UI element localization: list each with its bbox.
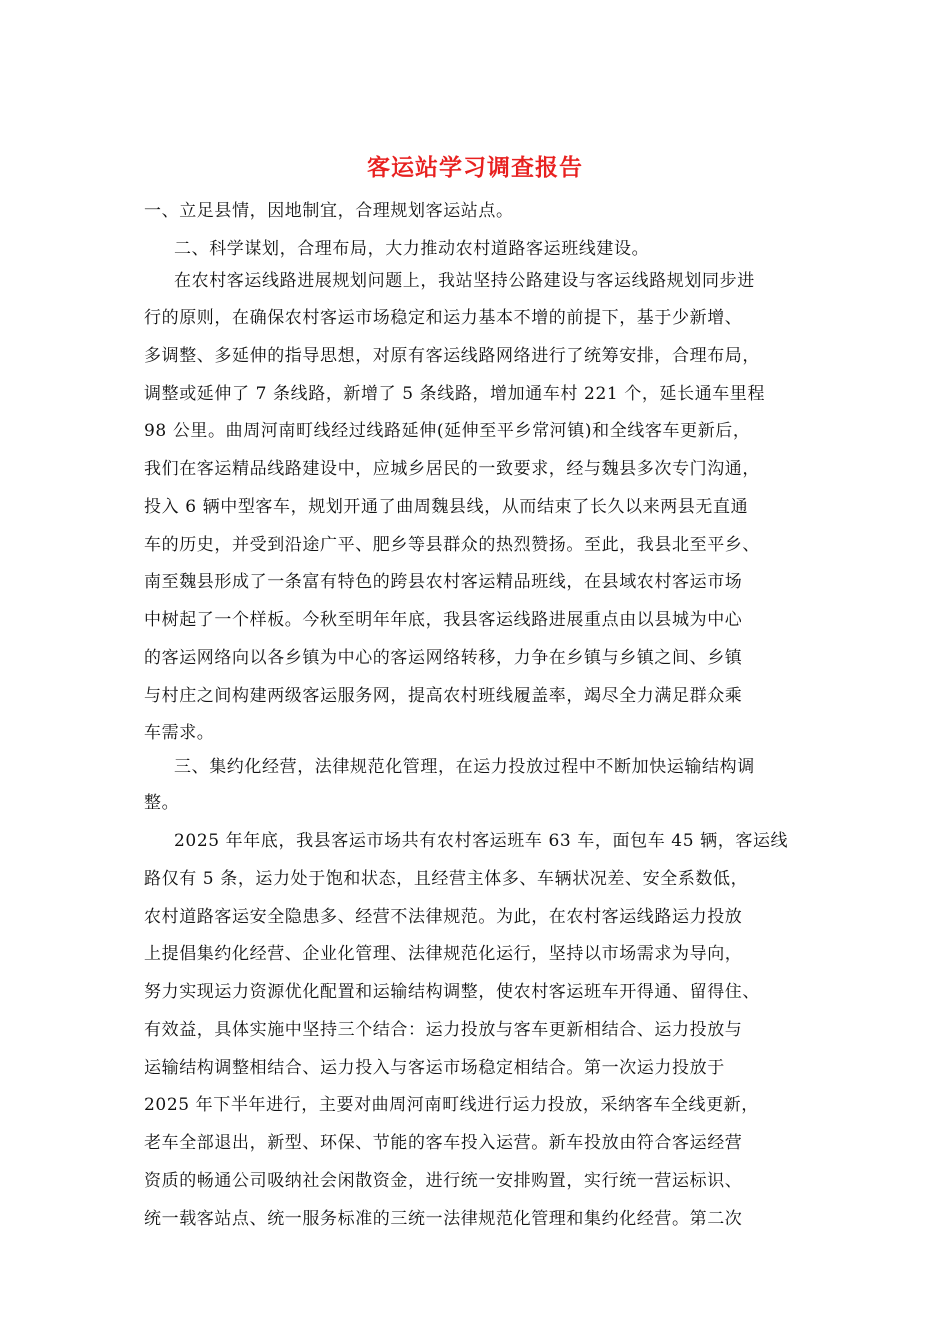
paragraph-line: 车的历史，并受到沿途广平、肥乡等县群众的热烈赞扬。至此，我县北至平乡、 bbox=[144, 535, 760, 555]
paragraph-line: 路仅有 5 条，运力处于饱和状态，且经营主体多、车辆状况差、安全系数低， bbox=[144, 869, 749, 889]
paragraph-line: 中树起了一个样板。今秋至明年年底，我县客运线路进展重点由以县城为中心 bbox=[144, 610, 743, 630]
paragraph-line: 投入 6 辆中型客车，规划开通了曲周魏县线，从而结束了长久以来两县无直通 bbox=[144, 497, 749, 517]
section-heading-2: 二、科学谋划，合理布局，大力推动农村道路客运班线建设。 bbox=[174, 239, 650, 259]
paragraph-line: 努力实现运力资源优化配置和运输结构调整，使农村客运班车开得通、留得住、 bbox=[144, 982, 760, 1002]
paragraph-line: 多调整、多延伸的指导思想，对原有客运线路网络进行了统筹安排，合理布局， bbox=[144, 346, 760, 366]
paragraph-line: 统一载客站点、统一服务标准的三统一法律规范化管理和集约化经营。第二次 bbox=[144, 1209, 743, 1229]
paragraph-line: 调整或延伸了 7 条线路，新增了 5 条线路，增加通车村 221 个，延长通车里程 bbox=[144, 384, 766, 404]
paragraph-line: 车需求。 bbox=[144, 723, 215, 743]
paragraph-line: 的客运网络向以各乡镇为中心的客运网络转移，力争在乡镇与乡镇之间、乡镇 bbox=[144, 648, 743, 668]
paragraph-line: 运输结构调整相结合、运力投入与客运市场稳定相结合。第一次运力投放于 bbox=[144, 1058, 725, 1078]
paragraph-line: 我们在客运精品线路建设中，应城乡居民的一致要求，经与魏县多次专门沟通， bbox=[144, 459, 760, 479]
section-heading-3: 三、集约化经营，法律规范化管理，在运力投放过程中不断加快运输结构调 bbox=[174, 757, 755, 777]
paragraph-line: 与村庄之间构建两级客运服务网，提高农村班线履盖率，竭尽全力满足群众乘 bbox=[144, 686, 743, 706]
page-title: 客运站学习调查报告 bbox=[367, 154, 583, 181]
section-heading-1: 一、立足县情，因地制宜，合理规划客运站点。 bbox=[144, 201, 514, 221]
paragraph-line: 在农村客运线路进展规划问题上，我站坚持公路建设与客运线路规划同步进 bbox=[174, 271, 755, 291]
paragraph-line: 整。 bbox=[144, 793, 180, 813]
paragraph-line: 南至魏县形成了一条富有特色的跨县农村客运精品班线，在县域农村客运市场 bbox=[144, 572, 743, 592]
paragraph-line: 有效益，具体实施中坚持三个结合：运力投放与客车更新相结合、运力投放与 bbox=[144, 1020, 743, 1040]
paragraph-line: 资质的畅通公司吸纳社会闲散资金，进行统一安排购置，实行统一营运标识、 bbox=[144, 1171, 743, 1191]
paragraph-line: 老车全部退出，新型、环保、节能的客车投入运营。新车投放由符合客运经营 bbox=[144, 1133, 743, 1153]
paragraph-line: 上提倡集约化经营、企业化管理、法律规范化运行，坚持以市场需求为导向， bbox=[144, 944, 743, 964]
paragraph-line: 2025 年下半年进行，主要对曲周河南町线进行运力投放，采纳客车全线更新， bbox=[144, 1095, 759, 1115]
paragraph-line: 2025 年年底，我县客运市场共有农村客运班车 63 车，面包车 45 辆，客运线 bbox=[174, 831, 789, 851]
paragraph-line: 98 公里。曲周河南町线经过线路延伸(延伸至平乡常河镇)和全线客车更新后， bbox=[144, 421, 751, 441]
paragraph-line: 行的原则，在确保农村客运市场稳定和运力基本不增的前提下，基于少新增、 bbox=[144, 308, 743, 328]
paragraph-line: 农村道路客运安全隐患多、经营不法律规范。为此，在农村客运线路运力投放 bbox=[144, 907, 743, 927]
